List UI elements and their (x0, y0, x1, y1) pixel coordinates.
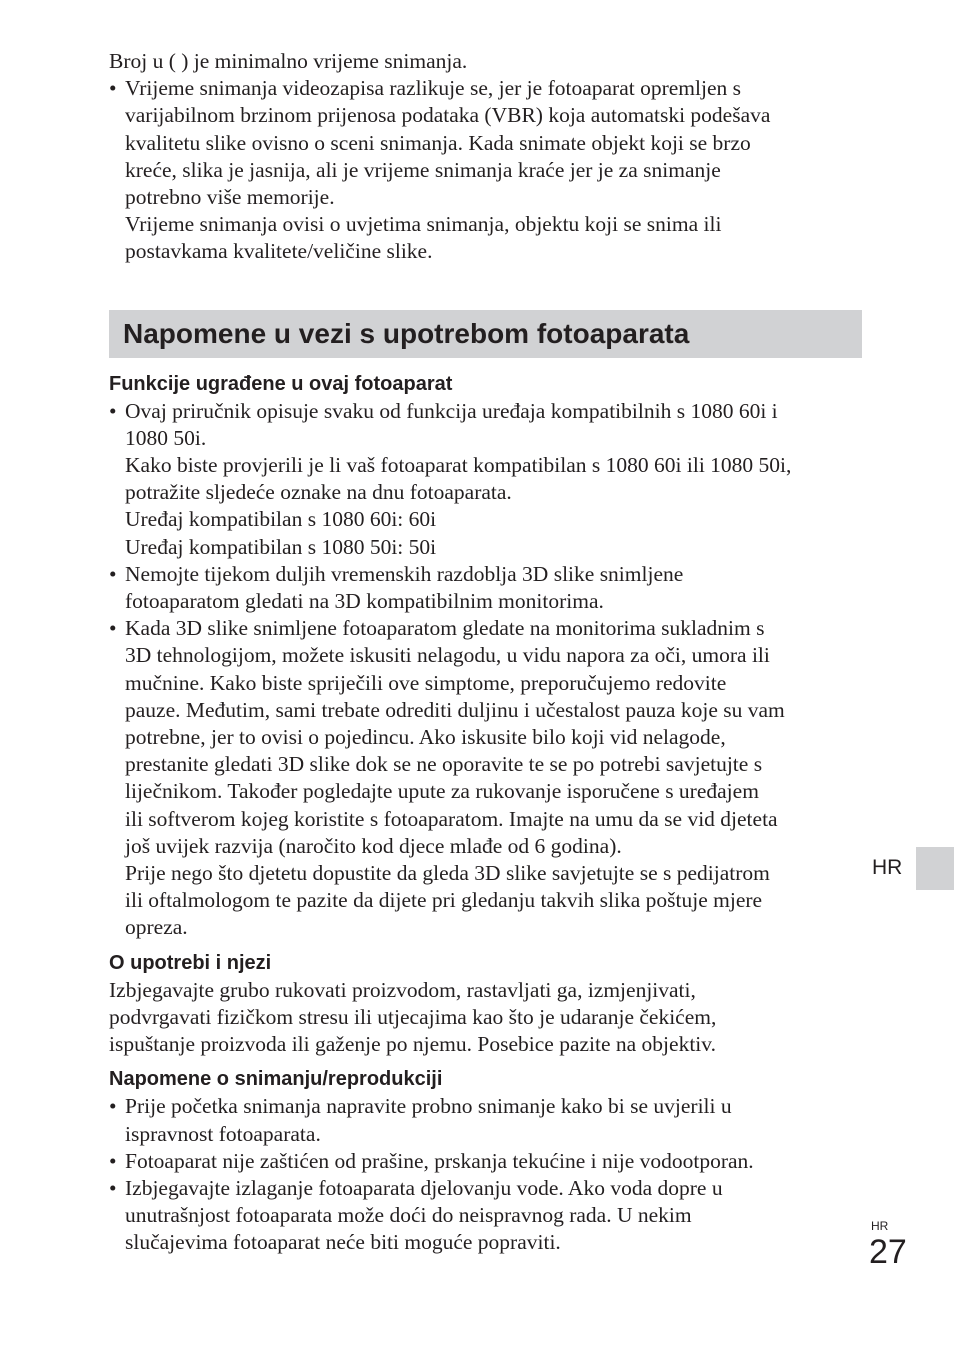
text-line: pauze. Međutim, sami trebate odrediti duljinu i učestalost pauza koje su vam (125, 697, 785, 722)
footer-language-code: HR (871, 1219, 889, 1233)
language-side-label: HR (872, 856, 903, 879)
text-line: Kada 3D slike snimljene fotoaparatom gledate na monitorima sukladnim s (125, 616, 765, 641)
text-line: Izbjegavajte izlaganje fotoaparata djelovanju vode. Ako voda dopre u (125, 1175, 723, 1200)
text-line: Ovaj priručnik opisuje svaku od funkcija uređaja kompatibilnih s 1080 60i i (125, 398, 778, 423)
functions-bullet-1 (109, 398, 869, 561)
text-line: Vrijeme snimanja videozapisa razlikuje se, jer je fotoaparat opremljen s (125, 76, 741, 101)
text-line: ili oftalmologom te pazite da dijete pri gledanju takvih slika poštuje mjere (125, 888, 763, 913)
text-line: mučnine. Kako biste spriječili ove simptome, preporučujemo redovite (125, 670, 727, 695)
language-side-tab (916, 847, 954, 890)
text-line: Vrijeme snimanja ovisi o uvjetima snimanja, objektu koji se snima ili (125, 212, 722, 237)
text-line: potrebne, jer to ovisi o pojedincu. Ako iskusite bilo koji vid nelagode, (125, 725, 726, 750)
text-line: ispravnost fotoaparata. (125, 1121, 321, 1146)
text-line: varijabilnom brzinom prijenosa podataka (VBR) koja automatski podešava (125, 103, 771, 128)
functions-heading: Funkcije ugrađene u ovaj fotoaparat (109, 372, 453, 395)
recording-bullet-2 (109, 1148, 869, 1175)
bullet-marker: • (109, 1094, 117, 1119)
bullet-marker: • (109, 1175, 117, 1200)
text-line: Nemojte tijekom duljih vremenskih razdoblja 3D slike snimljene (125, 561, 684, 586)
bullet-marker: • (109, 398, 117, 423)
text-line: potražite sljedeće oznake na dnu fotoaparata. (125, 480, 512, 505)
text-line: još uvijek razvija (naročito kod djece mlađe od 6 godina). (125, 833, 622, 858)
page-number: 27 (869, 1233, 907, 1271)
text-line: Uređaj kompatibilan s 1080 60i: 60i (125, 507, 437, 532)
functions-bullet-3 (109, 615, 869, 941)
bullet-marker: • (109, 1148, 117, 1173)
text-line: 3D tehnologijom, možete iskusiti nelagodu, u vidu napora za oči, umora ili (125, 643, 770, 668)
functions-bullet-2 (109, 561, 869, 615)
text-line: liječnikom. Također pogledajte upute za rukovanje isporučene s uređajem (125, 779, 759, 804)
text-line: Izbjegavajte grubo rukovati proizvodom, rastavljati ga, izmjenjivati, (109, 977, 696, 1002)
text-line: kvalitetu slike ovisno o sceni snimanja. Kada snimate objekt koji se brzo (125, 130, 751, 155)
section-title: Napomene u vezi s upotrebom fotoaparata (123, 317, 690, 349)
usage-paragraph (109, 977, 869, 1059)
text-line: postavkama kvalitete/veličine slike. (125, 239, 433, 264)
recording-heading: Napomene o snimanju/reprodukciji (109, 1068, 443, 1091)
recording-bullet-1 (109, 1093, 869, 1147)
text-line: unutrašnjost fotoaparata može doći do neispravnog rada. U nekim (125, 1203, 692, 1228)
text-line: Prije početka snimanja napravite probno snimanje kako bi se uvjerili u (125, 1094, 732, 1119)
text-line: fotoaparatom gledati na 3D kompatibilnim monitorima. (125, 589, 604, 614)
bullet-marker: • (109, 616, 117, 641)
text-line: opreza. (125, 915, 188, 940)
recording-bullet-3 (109, 1175, 869, 1257)
text-line: ispuštanje proizvoda ili gaženje po njemu. Posebice pazite na objektiv. (109, 1032, 716, 1057)
text-line: 1080 50i. (125, 425, 207, 450)
bullet-marker: • (109, 561, 117, 586)
text-line: Fotoaparat nije zaštićen od prašine, prskanja tekućine i nije vodootporan. (125, 1148, 754, 1173)
text-line: ili softverom kojeg koristite s fotoaparatom. Imajte na umu da se vid djeteta (125, 806, 778, 831)
bullet-marker: • (109, 76, 117, 101)
text-line: prestanite gledati 3D slike dok se ne oporavite te se po potrebi savjetujte s (125, 752, 763, 777)
text-line: Uređaj kompatibilan s 1080 50i: 50i (125, 534, 437, 559)
text-line: podvrgavati fizičkom stresu ili utjecajima kao što je udaranje čekićem, (109, 1004, 717, 1029)
text-line: Kako biste provjerili je li vaš fotoaparat kompatibilan s 1080 60i ili 1080 50i, (125, 453, 792, 478)
text-line: Prije nego što djetetu dopustite da gleda 3D slike savjetujte se s pedijatrom (125, 861, 770, 886)
intro-note: Broj u ( ) je minimalno vrijeme snimanja. (109, 49, 468, 73)
text-line: potrebno više memorije. (125, 185, 335, 210)
text-line: slučajevima fotoaparat neće biti moguće popraviti. (125, 1230, 561, 1255)
text-line: kreće, slika je jasnija, ali je vrijeme snimanja kraće jer je za snimanje (125, 157, 721, 182)
section-header-bar (109, 310, 862, 358)
page-content (109, 48, 869, 1257)
intro-bullet (109, 75, 869, 265)
usage-heading: O upotrebi i njezi (109, 951, 272, 974)
